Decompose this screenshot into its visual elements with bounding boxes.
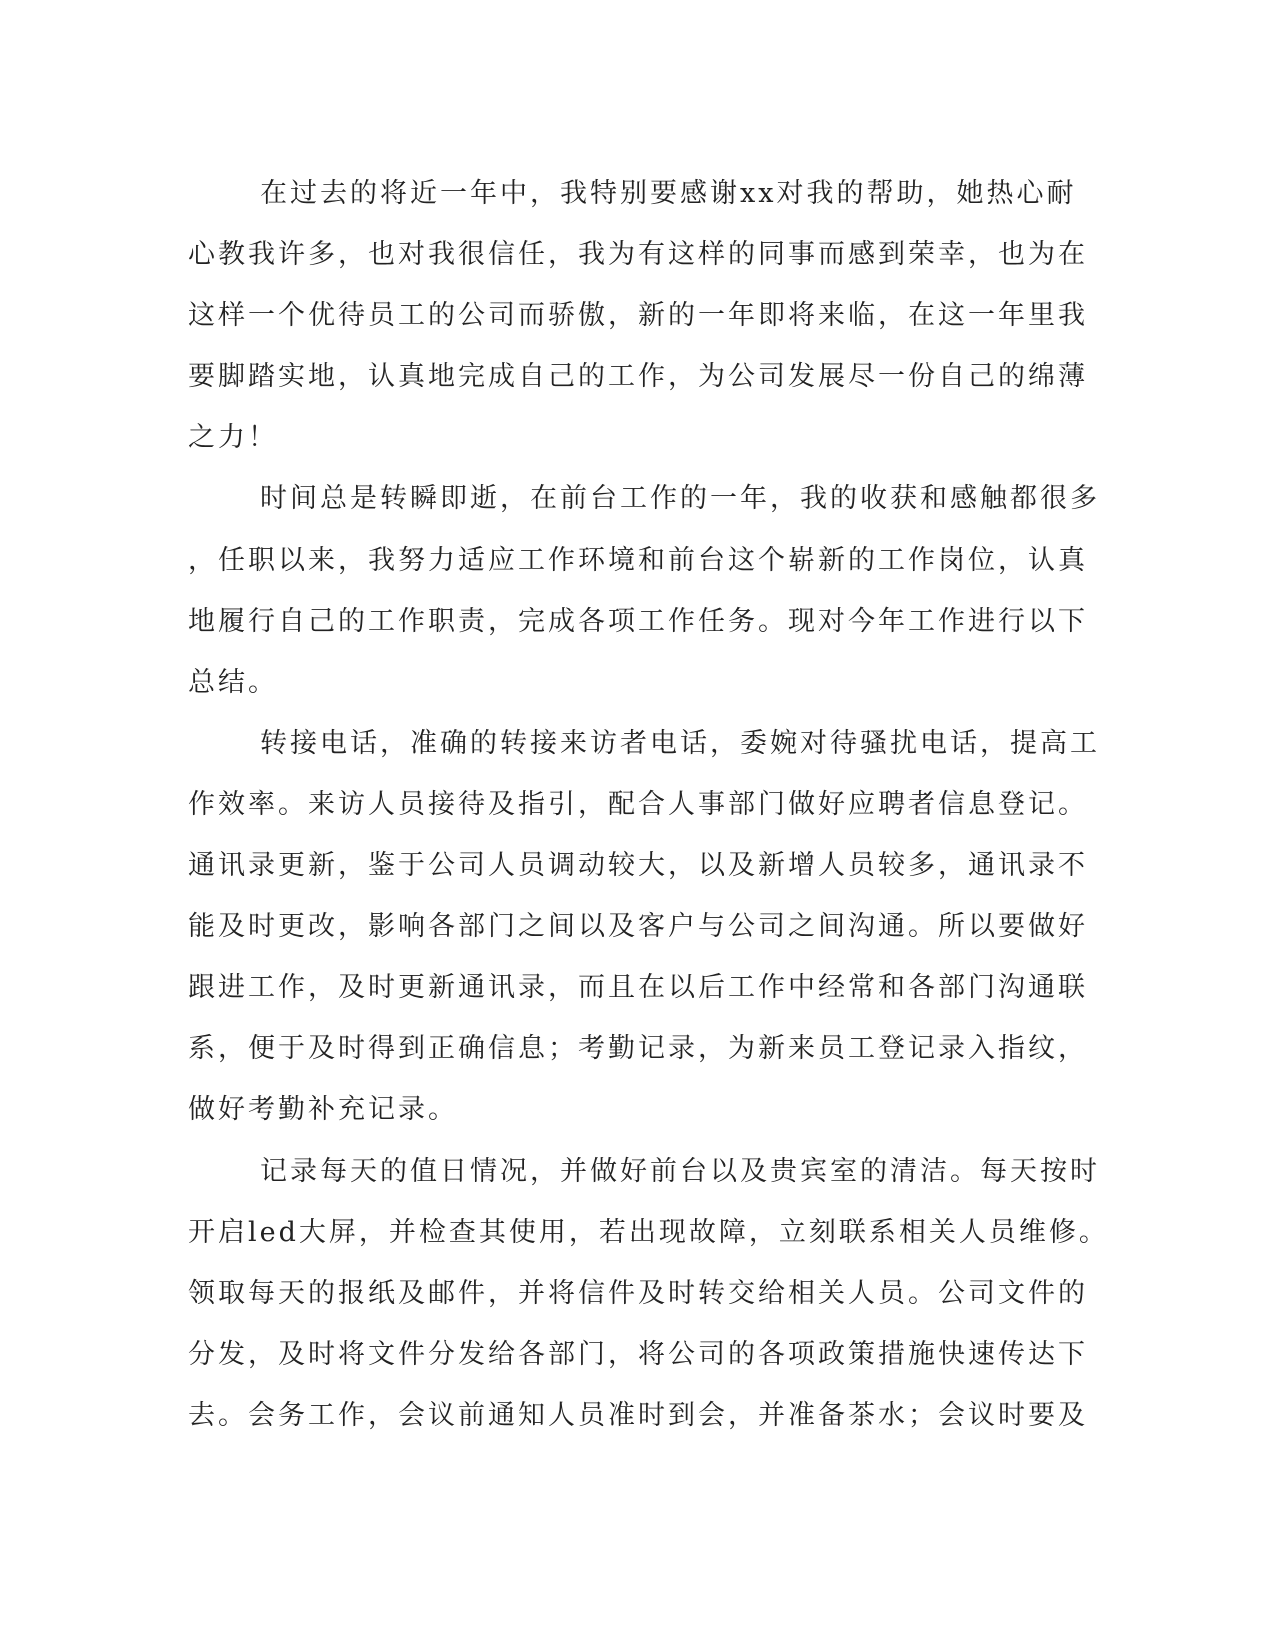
- text-line: 做好考勤补充记录。: [188, 1094, 458, 1126]
- text-line: 在过去的将近一年中，我特别要感谢xx对我的帮助，她热心耐: [260, 178, 1077, 209]
- text-line: 转接电话，准确的转接来访者电话，委婉对待骚扰电话，提高工: [260, 727, 1100, 759]
- text-line: 时间总是转瞬即逝，在前台工作的一年，我的收获和感触都很多: [260, 483, 1100, 515]
- text-line: 能及时更改，影响各部门之间以及客户与公司之间沟通。所以要做好: [188, 911, 1088, 943]
- paragraph-4: [188, 1141, 1109, 1446]
- text-line: 开启led大屏，并检查其使用，若出现故障，立刻联系相关人员维修。: [188, 1216, 1109, 1248]
- paragraph-3: [188, 713, 1100, 1141]
- text-line: 地履行自己的工作职责，完成各项工作任务。现对今年工作进行以下: [188, 605, 1088, 637]
- text-line: 这样一个优待员工的公司而骄傲，新的一年即将来临，在这一年里我: [188, 300, 1088, 332]
- paragraph-1: [188, 163, 1088, 468]
- text-line: 分发，及时将文件分发给各部门，将公司的各项政策措施快速传达下: [188, 1338, 1088, 1370]
- text-line: 作效率。来访人员接待及指引，配合人事部门做好应聘者信息登记。: [188, 788, 1088, 820]
- paragraph-2: [188, 468, 1100, 712]
- text-line: 心教我许多，也对我很信任，我为有这样的同事而感到荣幸，也为在: [188, 239, 1088, 271]
- text-line: 记录每天的值日情况，并做好前台以及贵宾室的清洁。每天按时: [260, 1155, 1100, 1187]
- text-line: 要脚踏实地，认真地完成自己的工作，为公司发展尽一份自己的绵薄: [188, 361, 1088, 393]
- text-line: 通讯录更新，鉴于公司人员调动较大，以及新增人员较多，通讯录不: [188, 850, 1088, 882]
- document-body: [188, 163, 1109, 1446]
- text-line: 总结。: [188, 666, 278, 698]
- text-line: ，任职以来，我努力适应工作环境和前台这个崭新的工作岗位，认真: [188, 544, 1088, 576]
- text-line: 跟进工作，及时更新通讯录，而且在以后工作中经常和各部门沟通联: [188, 972, 1088, 1004]
- text-line: 系，便于及时得到正确信息；考勤记录，为新来员工登记录入指纹，: [188, 1033, 1088, 1065]
- text-line: 去。会务工作，会议前通知人员准时到会，并准备茶水；会议时要及: [188, 1399, 1088, 1431]
- text-line: 之力！: [188, 422, 278, 454]
- text-line: 领取每天的报纸及邮件，并将信件及时转交给相关人员。公司文件的: [188, 1277, 1088, 1309]
